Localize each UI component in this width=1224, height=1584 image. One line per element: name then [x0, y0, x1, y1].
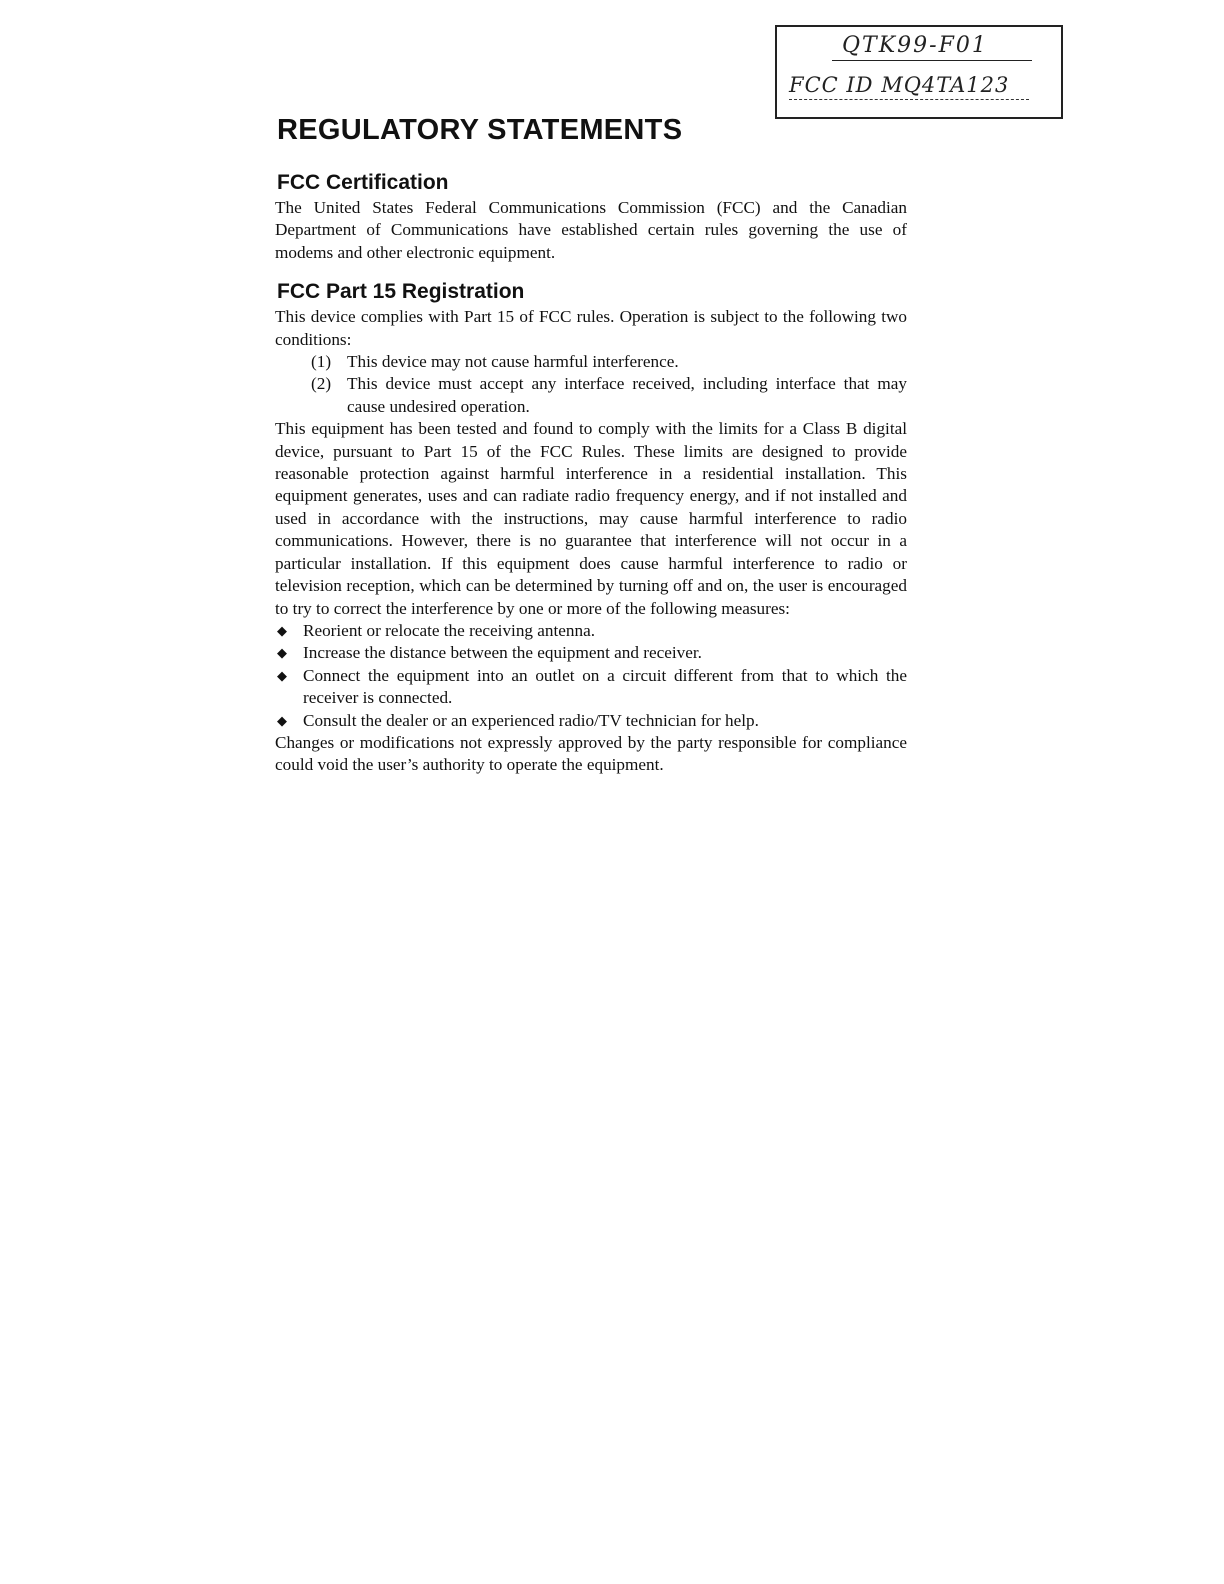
list-item	[275, 665, 907, 710]
stamp-fcc-id: FCC ID MQ4TA123	[789, 73, 1029, 100]
list-item-text: Reorient or relocate the receiving antenna.	[303, 620, 596, 640]
measures-list	[275, 620, 907, 732]
list-item	[275, 710, 907, 732]
closing-paragraph: Changes or modifications not expressly approved by the party responsible for compliance could void the user’s authority to operate the equipment.	[275, 732, 907, 775]
list-item	[311, 373, 907, 418]
list-item-text: Increase the distance between the equipment and receiver.	[303, 643, 702, 663]
section-intro: This device complies with Part 15 of FCC rules. Operation is subject to the following two conditions:	[275, 307, 907, 349]
list-item-text: This device may not cause harmful interference.	[347, 352, 679, 372]
section-paragraph: The United States Federal Communications Commission (FCC) and the Canadian Department of Communications have established certain rules governing the use of modems and other electronic equipment.	[275, 198, 907, 262]
conditions-list	[275, 351, 907, 418]
list-item-number: (2)	[311, 374, 332, 394]
fcc-id-stamp	[775, 25, 1063, 119]
list-item	[275, 642, 907, 664]
diamond-bullet-icon: ◆	[277, 667, 287, 683]
document-body	[275, 114, 907, 777]
page-title: REGULATORY STATEMENTS	[277, 114, 683, 146]
list-item	[275, 620, 907, 642]
section-fcc-part15	[275, 280, 907, 777]
diamond-bullet-icon: ◆	[277, 712, 287, 728]
section-heading: FCC Part 15 Registration	[277, 280, 525, 304]
compliance-paragraph: This equipment has been tested and found to comply with the limits for a Class B digital device, pursuant to Part 15 of the FCC Rules. These limits are designed to provide reasonable protection against harmful interference in a residential installation. This equipment generates, uses and can radiate radio frequency energy, and if not installed and used in accordance with the instructions, may cause harmful interference to radio communications. However, there is no guarantee that interference will not occur in a particular installation. If this equipment does cause harmful interference to radio or television reception, which can be determined by turning off and on, the user is encouraged to try to correct the interference by one or more of the following measures:	[275, 419, 907, 618]
list-item-text: Consult the dealer or an experienced radio/TV technician for help.	[303, 710, 759, 730]
list-item-number: (1)	[311, 352, 332, 372]
list-item-text: This device must accept any interface received, including interface that may cause undesired operation.	[347, 374, 907, 416]
section-heading: FCC Certification	[277, 171, 449, 194]
section-fcc-certification	[275, 171, 907, 264]
diamond-bullet-icon: ◆	[277, 645, 287, 661]
list-item-text: Connect the equipment into an outlet on a circuit different from that to which the receiver is connected.	[303, 665, 907, 708]
diamond-bullet-icon: ◆	[277, 622, 287, 638]
list-item	[311, 351, 907, 373]
stamp-reference-number: QTK99-F01	[832, 33, 1032, 61]
